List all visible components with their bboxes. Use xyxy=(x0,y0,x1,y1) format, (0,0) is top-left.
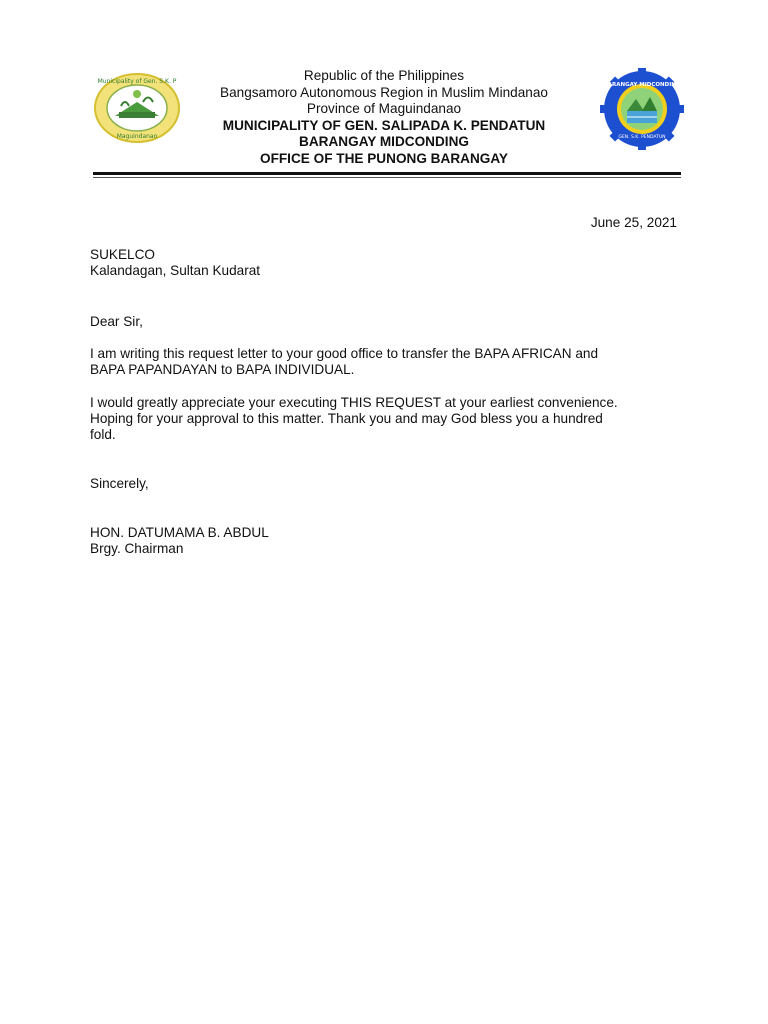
letterhead-barangay: BARANGAY MIDCONDING xyxy=(299,134,469,149)
body-paragraph-2-line-1: I would greatly appreciate your executing THIS REQUEST at your earliest convenience. xyxy=(90,395,618,410)
body-paragraph-1-line-2: BAPA PAPANDAYAN to BAPA INDIVIDUAL. xyxy=(90,362,355,378)
recipient-block xyxy=(90,247,260,279)
recipient-address: Kalandagan, Sultan Kudarat xyxy=(90,263,261,279)
signer-title: Brgy. Chairman xyxy=(90,541,184,557)
letterhead-office: OFFICE OF THE PUNONG BARANGAY xyxy=(260,150,508,166)
letter-date: June 25, 2021 xyxy=(590,215,677,230)
letterhead-divider-thin xyxy=(93,177,681,178)
body-paragraph-2-line-3: fold. xyxy=(90,427,116,443)
letterhead-province: Province of Maguindanao xyxy=(306,101,462,116)
right-seal-top-text: BARANGAY MIDCONDING xyxy=(603,82,681,88)
recipient-name: SUKELCO xyxy=(90,247,155,262)
right-seal-bottom-text: GEN. S.K. PENDATUN xyxy=(618,135,666,140)
letterhead-region: Bangsamoro Autonomous Region in Muslim Mindanao xyxy=(220,84,548,100)
closing: Sincerely, xyxy=(90,476,149,491)
letterhead-republic: Republic of the Philippines xyxy=(303,68,465,83)
left-seal-bottom-text: Maguindanao xyxy=(116,133,158,140)
letterhead-municipality: MUNICIPALITY OF GEN. SALIPADA K. PENDATUN xyxy=(222,117,546,133)
body-paragraph-2 xyxy=(90,395,618,444)
salutation: Dear Sir, xyxy=(90,314,143,329)
signature-block xyxy=(90,525,269,557)
letterhead-text xyxy=(180,68,588,167)
left-seal-top-text: Municipality of Gen. S.K. P xyxy=(97,78,177,85)
body-paragraph-1-line-1: I am writing this request letter to your good office to transfer the BAPA AFRICAN and xyxy=(90,346,598,361)
letterhead-divider xyxy=(93,172,681,175)
barangay-seal-icon xyxy=(594,68,690,150)
signer-name: HON. DATUMAMA B. ABDUL xyxy=(90,525,269,540)
body-paragraph-2-line-2: Hoping for your approval to this matter. Thank you and may God bless you a hundred xyxy=(90,411,603,427)
body-paragraph-1 xyxy=(90,346,598,378)
